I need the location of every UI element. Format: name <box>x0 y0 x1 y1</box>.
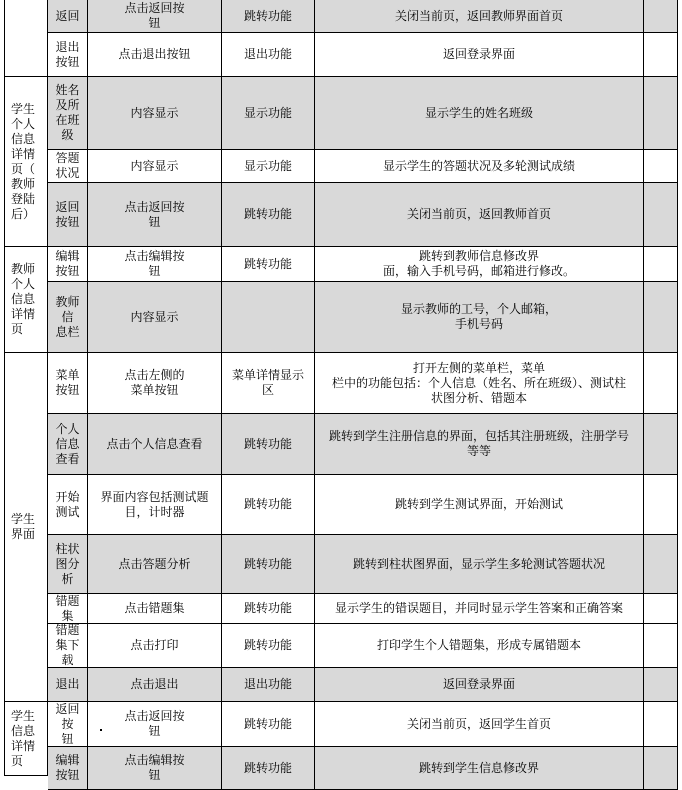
operation-cell: 内容显示 <box>88 150 222 183</box>
function-type-cell: 跳转功能 <box>222 414 315 475</box>
element-name-cell: 返回 按 钮 <box>48 702 88 747</box>
description-cell: 跳转到学生注册信息的界面，包括其注册班级，注册学号 等等 <box>315 414 644 475</box>
operation-cell: 点击答题分析 <box>88 535 222 594</box>
extra-cell <box>644 150 678 183</box>
extra-cell <box>644 0 678 33</box>
section-label-cell: 学生 信息 详情 页 <box>5 702 48 776</box>
extra-cell <box>644 747 678 790</box>
operation-cell: 点击返回按 钮 <box>88 183 222 247</box>
stray-dot-mark <box>100 729 102 731</box>
function-type-cell: 退出功能 <box>222 668 315 702</box>
description-cell: 显示学生的答题状况及多轮测试成绩 <box>315 150 644 183</box>
description-cell: 显示教师的工号，个人邮箱， 手机号码 <box>315 282 644 353</box>
operation-cell: 界面内容包括测试题 目，计时器 <box>88 475 222 535</box>
function-type-cell: 跳转功能 <box>222 624 315 668</box>
element-name-cell: 退出 <box>48 668 88 702</box>
section-label-cell: 教师 个人 信息 详情 页 <box>5 247 48 353</box>
section-label-cell: 学生 个人 信息 详情 页（ 教师 登陆 后） <box>5 77 48 247</box>
extra-cell <box>644 535 678 594</box>
description-cell: 跳转到柱状图界面，显示学生多轮测试答题状况 <box>315 535 644 594</box>
operation-cell: 点击退出 <box>88 668 222 702</box>
extra-cell <box>644 353 678 414</box>
description-cell: 跳转到学生信息修改界 <box>315 747 644 790</box>
element-name-cell: 返回 <box>48 0 88 33</box>
description-cell: 打印学生个人错题集，形成专属错题本 <box>315 624 644 668</box>
extra-cell <box>644 247 678 282</box>
operation-cell: 点击编辑按 钮 <box>88 247 222 282</box>
operation-cell: 点击打印 <box>88 624 222 668</box>
section-label-cell <box>5 0 48 77</box>
element-name-cell: 个人 信息 查看 <box>48 414 88 475</box>
element-name-cell: 错题 集下 载 <box>48 624 88 668</box>
description-cell: 关闭当前页，返回学生首页 <box>315 702 644 747</box>
operation-cell: 点击个人信息查看 <box>88 414 222 475</box>
element-name-cell: 返回 按钮 <box>48 183 88 247</box>
element-name-cell: 答题 状况 <box>48 150 88 183</box>
operation-cell: 点击错题集 <box>88 594 222 624</box>
table-left-border <box>4 0 5 776</box>
extra-cell <box>644 33 678 77</box>
element-name-cell: 菜单 按钮 <box>48 353 88 414</box>
function-type-cell: 跳转功能 <box>222 0 315 33</box>
description-cell: 显示学生的姓名班级 <box>315 77 644 150</box>
operation-cell: 点击左侧的 菜单按钮 <box>88 353 222 414</box>
extra-cell <box>644 668 678 702</box>
element-name-cell: 开始 测试 <box>48 475 88 535</box>
function-type-cell: 显示功能 <box>222 77 315 150</box>
extra-cell <box>644 183 678 247</box>
function-type-cell: 跳转功能 <box>222 247 315 282</box>
function-type-cell: 显示功能 <box>222 150 315 183</box>
description-cell: 关闭当前页，返回教师首页 <box>315 183 644 247</box>
extra-cell <box>644 414 678 475</box>
function-type-cell: 跳转功能 <box>222 535 315 594</box>
extra-cell <box>644 475 678 535</box>
extra-cell <box>644 282 678 353</box>
description-cell: 返回登录界面 <box>315 33 644 77</box>
operation-cell: 点击返回按 钮 <box>88 0 222 33</box>
extra-cell <box>644 594 678 624</box>
function-type-cell: 菜单详情显示 区 <box>222 353 315 414</box>
element-name-cell: 柱状 图分 析 <box>48 535 88 594</box>
operation-cell: 内容显示 <box>88 77 222 150</box>
element-name-cell: 教师 信 息栏 <box>48 282 88 353</box>
description-cell: 返回登录界面 <box>315 668 644 702</box>
function-type-cell: 跳转功能 <box>222 594 315 624</box>
section-label-cell: 学生 界面 <box>5 353 48 702</box>
operation-cell: 内容显示 <box>88 282 222 353</box>
function-type-cell: 跳转功能 <box>222 183 315 247</box>
operation-cell: 点击返回按 钮 <box>88 702 222 747</box>
extra-cell <box>644 77 678 150</box>
description-cell: 跳转到教师信息修改界 面，输入手机号码，邮箱进行修改。 <box>315 247 644 282</box>
extra-cell <box>644 624 678 668</box>
element-name-cell: 姓名 及所 在班 级 <box>48 77 88 150</box>
element-name-cell: 错题 集 <box>48 594 88 624</box>
element-name-cell: 编辑 按钮 <box>48 747 88 790</box>
function-type-cell: 跳转功能 <box>222 702 315 747</box>
description-cell: 打开左侧的菜单栏，菜单 栏中的功能包括：个人信息（姓名、所在班级）、测试柱 状图分析、错题本 <box>315 353 644 414</box>
function-type-cell: 退出功能 <box>222 33 315 77</box>
extra-cell <box>644 702 678 747</box>
operation-cell: 点击退出按钮 <box>88 33 222 77</box>
element-name-cell: 退出 按钮 <box>48 33 88 77</box>
description-cell: 显示学生的错误题目，并同时显示学生答案和正确答案 <box>315 594 644 624</box>
function-type-cell <box>222 282 315 353</box>
description-cell: 跳转到学生测试界面，开始测试 <box>315 475 644 535</box>
operation-cell: 点击编辑按 钮 <box>88 747 222 790</box>
description-cell: 关闭当前页，返回教师界面首页 <box>315 0 644 33</box>
function-type-cell: 跳转功能 <box>222 747 315 790</box>
element-name-cell: 编辑 按钮 <box>48 247 88 282</box>
function-type-cell: 跳转功能 <box>222 475 315 535</box>
